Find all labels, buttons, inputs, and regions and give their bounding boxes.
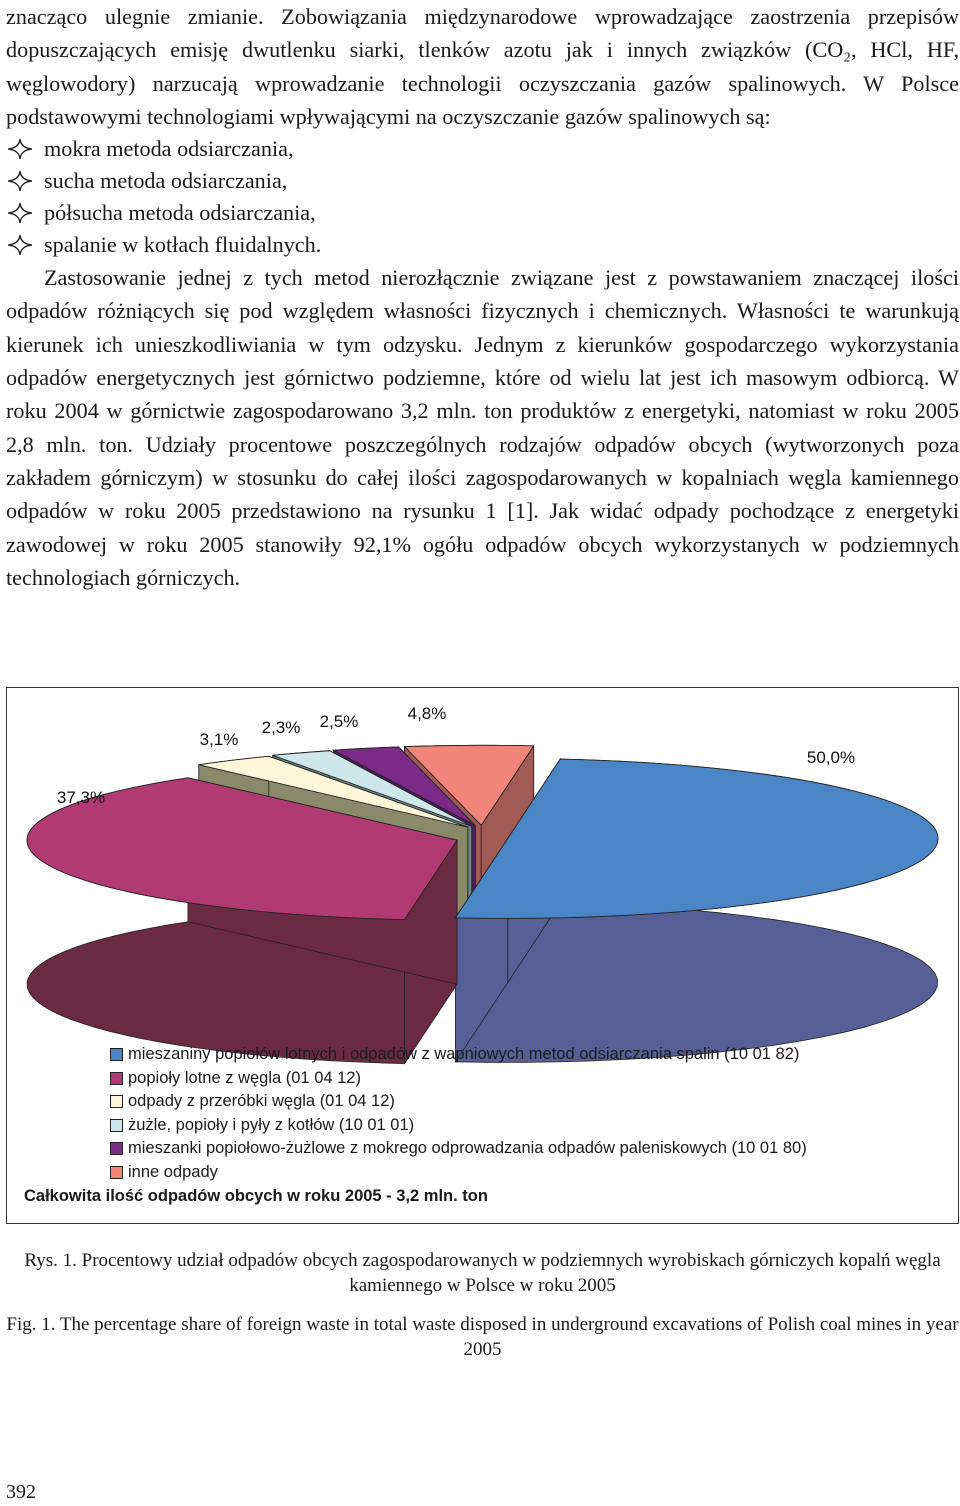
method-list-item <box>6 229 959 261</box>
legend-item <box>110 1161 807 1185</box>
body-text <box>6 0 959 594</box>
method-list-item <box>6 197 959 229</box>
paragraph-1: znacząco ulegnie zmianie. Zobowiązania międzynarodowe wprowadzające zaostrzenia przepisów dopuszczających emisję dwutlenku siarki, tlenków azotu jak i innych związków (CO₂, HCl, HF, węglowodory) narzucają wprowadzanie technologii oczyszczania gazów spalinowych. W Polsce podstawowymi technologiami wpływającymi na oczyszczanie gazów spalinowych są: <box>6 4 959 129</box>
paragraph-2: Zastosowanie jednej z tych metod nierozłącznie związane jest z powstawaniem znaczącej ilości odpadów różniących się pod względem własności fizycznych i chemicznych. Własności te warunkują kierunek ich unieszkodliwiania w tym odzysku. Jednym z kierunków gospodarczego wykorzystania odpadów energetycznych jest górnictwo podziemne, które od wielu lat jest ich masowym odbiorcą. W roku 2004 w górnictwie zagospodarowano 3,2 mln. ton produktów z energetyki, natomiast w roku 2005 2,8 mln. ton. Udziały procentowe poszczególnych rodzajów odpadów obcych (wytworzonych poza zakładem górniczym) w stosunku do całej ilości zagospodarowanych w kopalniach węgla kamiennego odpadów w roku 2005 przedstawiono na rysunku 1 [1]. Jak widać odpady pochodzące z energetyki zawodowej w roku 2005 stanowiły 92,1% ogółu odpadów obcych wykorzystanych w podziemnych technologiach górniczych. <box>6 265 959 590</box>
figure-caption-pl: Rys. 1. Procentowy udział odpadów obcych zagospodarowanych w podziemnych wyrobiskach górniczych kopalń węgla kamiennego w Polsce w roku 2005 <box>24 1250 941 1296</box>
four-point-star-outline-icon <box>6 234 34 256</box>
legend-swatch <box>110 1119 123 1132</box>
chart-legend <box>110 1043 807 1184</box>
legend-item <box>110 1114 807 1138</box>
legend-swatch <box>110 1048 123 1061</box>
legend-label: popioły lotne z węgla (01 04 12) <box>128 1068 361 1087</box>
pie-slices <box>27 745 938 1063</box>
figure-caption-en: Fig. 1. The percentage share of foreign waste in total waste disposed in underground excavations of Polish coal mines in year 2005 <box>6 1314 959 1360</box>
data-label: 2,5% <box>319 712 359 731</box>
method-list-label: sucha metoda odsiarczania, <box>44 168 288 194</box>
legend-swatch <box>110 1142 123 1155</box>
four-point-star-outline-icon <box>6 170 34 192</box>
legend-item <box>110 1067 807 1091</box>
data-label: 2,3% <box>261 718 301 737</box>
data-label: 3,1% <box>199 730 239 749</box>
legend-swatch <box>110 1072 123 1085</box>
legend-swatch <box>110 1095 123 1108</box>
data-label: 4,8% <box>407 704 447 723</box>
legend-swatch <box>110 1166 123 1179</box>
chart-total-label: Całkowita ilość odpadów obcych w roku 2005 - 3,2 mln. ton <box>24 1187 488 1205</box>
legend-label: mieszaniny popiołów lotnych i odpadów z wapniowych metod odsiarczania spalin (10 01 82) <box>128 1045 800 1064</box>
four-point-star-outline-icon <box>6 202 34 224</box>
data-label: 50,0% <box>806 748 856 767</box>
legend-item <box>110 1090 807 1114</box>
method-list-item <box>6 165 959 197</box>
method-list-label: półsucha metoda odsiarczania, <box>44 200 316 226</box>
legend-label: odpady z przeróbki węgla (01 04 12) <box>128 1092 395 1111</box>
legend-item <box>110 1137 807 1161</box>
page-number: 392 <box>6 1481 36 1503</box>
method-list-label: spalanie w kotłach fluidalnych. <box>44 232 322 258</box>
method-list-item <box>6 133 959 165</box>
four-point-star-outline-icon <box>6 138 34 160</box>
data-label: 37,3% <box>56 788 106 807</box>
method-list-label: mokra metoda odsiarczania, <box>44 136 294 162</box>
method-list <box>6 133 959 261</box>
legend-item <box>110 1043 807 1067</box>
legend-label: inne odpady <box>128 1162 218 1181</box>
legend-label: mieszanki popiołowo-żużlowe z mokrego odprowadzania odpadów paleniskowych (10 01 80) <box>128 1139 807 1158</box>
legend-label: żużle, popioły i pyły z kotłów (10 01 01) <box>128 1115 415 1134</box>
